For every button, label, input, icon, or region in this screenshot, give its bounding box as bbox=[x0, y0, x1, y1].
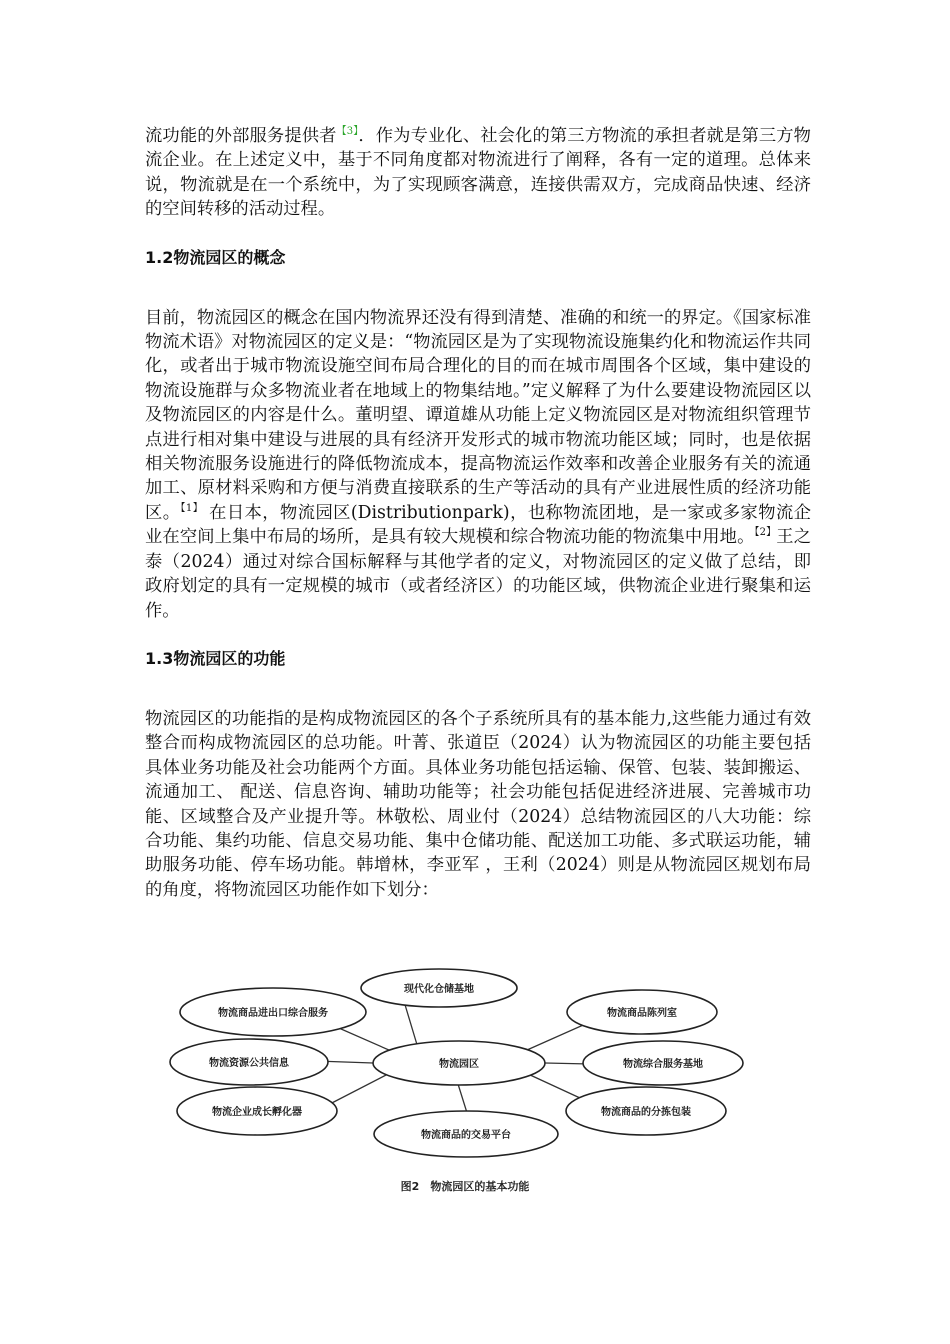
node-middle-left-label: 物流资源公共信息 bbox=[209, 1058, 289, 1069]
node-lower-right-label: 物流商品的分拣包装 bbox=[601, 1107, 691, 1118]
citation-ref-3[interactable]: 【3】 bbox=[336, 126, 359, 138]
paragraph-text: ．作为专业化、社会化的第三方物流的承担者就是第三方物流企业。在上述定义中，基于不同角度都对物流进行了阐释，各有一定的道理。总体来说，物流就是在一个系统中，为了实现顾客满意，连接供需双方，完成商品快速、经济的空间转移的活动过程。 bbox=[145, 126, 811, 220]
figure-park-functions-diagram bbox=[168, 966, 798, 1206]
paragraph-text: 在日本，物流园区(Distributionpark)，也称物流团地，是一家或多家物流企业在空间上集中布局的场所，是具有较大规模和综合物流功能的物流集中用地。 bbox=[145, 502, 811, 548]
section-heading-1-3: 1.3物流园区的功能 bbox=[145, 648, 286, 668]
node-bottom-label: 物流商品的交易平台 bbox=[421, 1130, 511, 1141]
node-top-label: 现代化仓储基地 bbox=[404, 984, 474, 995]
figure-caption: 图2 物流园区的基本功能 bbox=[400, 1180, 530, 1193]
paragraph-text: 王之泰（2024）通过对综合国标解释与其他学者的定义，对物流园区的定义做了总结，即政府划定的具有一定规模的城市（或者经济区）的功能区域，供物流企业进行聚集和运作。 bbox=[145, 527, 811, 621]
section-heading-1-2: 1.2物流园区的概念 bbox=[145, 247, 286, 267]
document-body bbox=[145, 124, 811, 902]
paragraph-text: 目前，物流园区的概念在国内物流界还没有得到清楚、准确的和统一的界定。《国家标准物流术语》对物流园区的定义是：“物流园区是为了实现物流设施集约化和物流运作共同化，或者出于城市物流设施空间布局合理化的目的而在城市周围各个区域，集中建设的物流设施群与众多物流业者在地域上的物集结地。”定义解释了为什么要建设物流园区以及物流园区的内容是什么。董明望、谭道雄从功能上定义物流园区是对物流组织管理节点进行相对集中建设与进展的具有经济开发形式的城市物流功能区域；同时，也是依据相关物流服务设施进行的降低物流成本，提高物流运作效率和改善企业服务有关的流通加工、原材料采购和方便与消费直接联系的生产等活动的具有产业进展性质的经济功能区。 bbox=[145, 307, 811, 523]
node-lower-left-label: 物流企业成长孵化器 bbox=[212, 1107, 302, 1118]
paragraph-text: 流功能的外部服务提供者 bbox=[145, 126, 337, 146]
node-upper-right-label: 物流商品陈列室 bbox=[607, 1008, 677, 1019]
diagram-svg bbox=[168, 966, 798, 1206]
connector-lower-left bbox=[326, 1074, 388, 1106]
center-node-label: 物流园区 bbox=[439, 1059, 479, 1070]
node-upper-left-label: 物流商品进出口综合服务 bbox=[218, 1008, 328, 1019]
node-middle-right-label: 物流综合服务基地 bbox=[623, 1059, 703, 1070]
paragraph-logistics-definition bbox=[145, 124, 811, 222]
paragraph-park-concept bbox=[145, 306, 811, 623]
citation-ref-1[interactable]: 【1】 bbox=[180, 503, 204, 515]
paragraph-park-functions: 物流园区的功能指的是构成物流园区的各个子系统所具有的基本能力,这些能力通过有效整合而构成物流园区的总功能。叶菁、张道臣（2024）认为物流园区的功能主要包括具体业务功能及社会功能两个方面。具体业务功能包括运输、保管、包装、装卸搬运、流通加工、 配送、信息咨询、辅助功能等；社会功能包括促进经济进展、完善城市功能、区域整合及产业提升等。林敬松、周业付（2024）总结物流园区的八大功能：综合功能、集约功能、信息交易功能、集中仓储功能、配送加工功能、多式联运功能，辅助服务功能、停车场功能。韩增林，李亚军 ，王利（2024）则是从物流园区规划布局的角度，将物流园区功能作如下划分： bbox=[145, 708, 811, 900]
citation-ref-2[interactable]: 【2】 bbox=[754, 527, 777, 539]
